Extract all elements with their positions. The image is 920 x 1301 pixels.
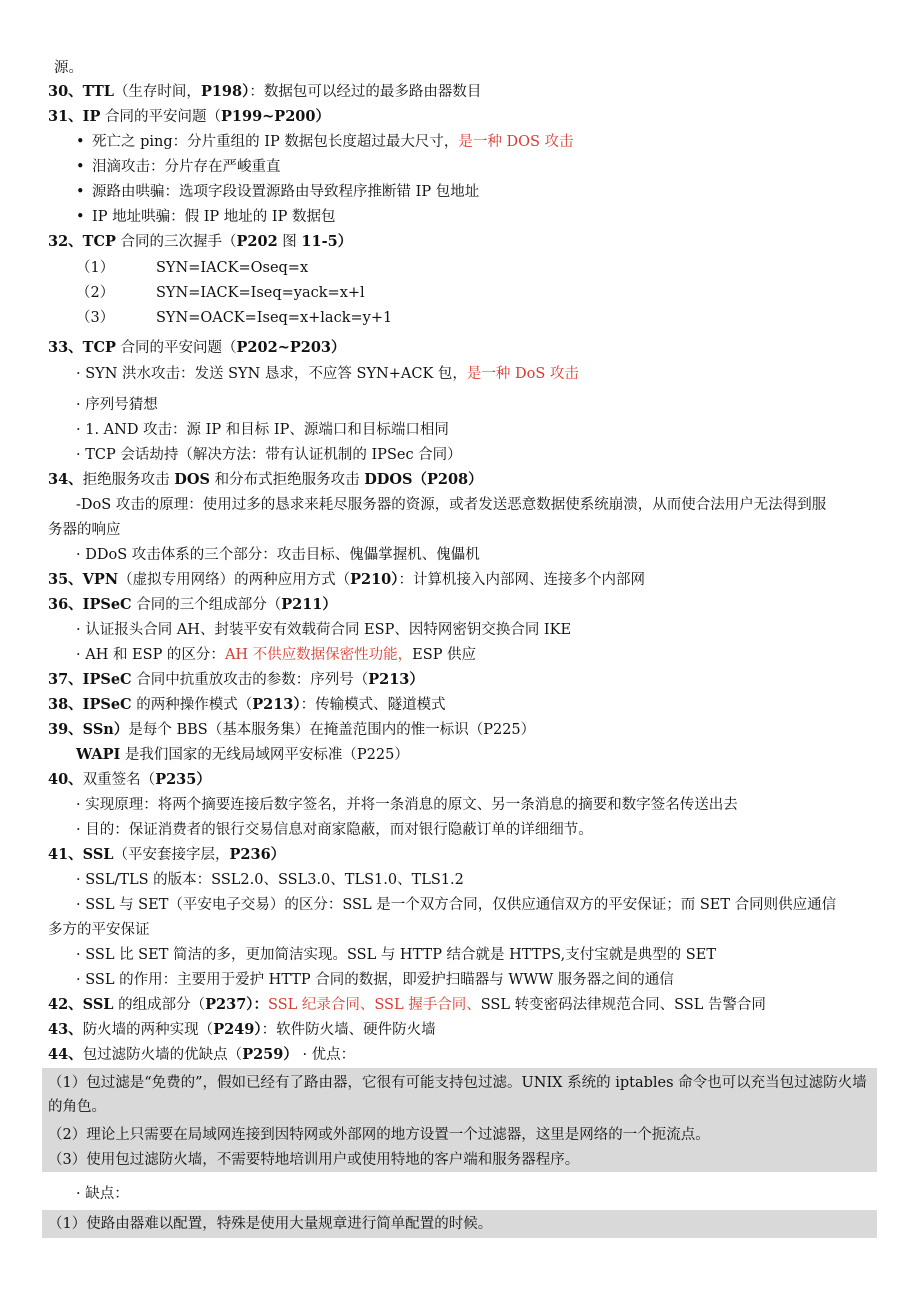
list-item: • 死亡之 ping：分片重组的 IP 数据包长度超过最大尺寸，是一种 DOS 攻击 xyxy=(76,134,574,150)
item-32: 32、TCP 合同的三次握手（P202 图 11-5） xyxy=(48,233,353,250)
list-item: · 1. AND 攻击：源 IP 和目标 IP、源端口和目标端口相同 xyxy=(76,422,449,438)
list-item: · SSL 的作用：主要用于爱护 HTTP 合同的数据，即爱护扫瞄器与 WWW 服务器之间的通信 xyxy=(76,972,674,988)
list-item: · 序列号猜想 xyxy=(76,397,158,413)
list-item: • 源路由哄骗：选项字段设置源路由导致程序推断错 IP 包地址 xyxy=(76,184,480,200)
list-item: · AH 和 ESP 的区分：AH 不供应数据保密性功能，ESP 供应 xyxy=(76,647,477,663)
text-line: 源。 xyxy=(54,60,83,76)
advantage-2: （2）理论上只需要在局域网连接到因特网或外部网的地方设置一个过滤器，这里是网络的一个扼流点。 xyxy=(48,1127,710,1143)
item-38: 38、IPSeC 的两种操作模式（P213）：传输模式、隧道模式 xyxy=(48,696,446,713)
handshake-step-1-text: SYN=IACK=Oseq=x xyxy=(156,260,309,276)
advantage-3: （3）使用包过滤防火墙，不需要特地培训用户或使用特地的客户端和服务器程序。 xyxy=(48,1152,580,1168)
item-30: 30、TTL（生存时间，P198）：数据包可以经过的最多路由器数目 xyxy=(48,83,482,100)
list-item: · 缺点： xyxy=(76,1186,129,1202)
item-37: 37、IPSeC 合同中抗重放攻击的参数：序列号（P213） xyxy=(48,671,424,688)
list-item: · 认证报头合同 AH、封装平安有效载荷合同 ESP、因特网密钥交换合同 IKE xyxy=(76,622,572,638)
text-line: -DoS 攻击的原理：使用过多的恳求来耗尽服务器的资源，或者发送恶意数据使系统崩溃，从而使合法用户无法得到服 xyxy=(76,497,827,513)
item-44: 44、包过滤防火墙的优缺点（P259） · 优点： xyxy=(48,1046,356,1063)
text-line: 务器的响应 xyxy=(48,522,121,538)
bullet-icon: • xyxy=(76,159,85,175)
item-31: 31、IP 合同的平安问题（P199~P200） xyxy=(48,108,330,125)
advantage-1: （1）包过滤是“免费的”，假如已经有了路由器，它很有可能支持包过滤。UNIX 系统的 iptables 命令也可以充当包过滤防火墙的角色。 xyxy=(48,1075,867,1115)
list-item: • IP 地址哄骗：假 IP 地址的 IP 数据包 xyxy=(76,209,336,225)
list-item: • 泪滴攻击：分片存在严峻重直 xyxy=(76,159,281,175)
list-item: · 实现原理：将两个摘要连接后数字签名，并将一条消息的原文、另一条消息的摘要和数字签名传送出去 xyxy=(76,797,738,813)
item-40: 40、双重签名（P235） xyxy=(48,771,211,788)
list-item: · SSL/TLS 的版本：SSL2.0、SSL3.0、TLS1.0、TLS1.2 xyxy=(76,872,464,888)
handshake-step-2: （2） xyxy=(76,285,115,301)
list-item: · SSL 与 SET（平安电子交易）的区分：SSL 是一个双方合同，仅供应通信双方的平安保证；而 SET 合同则供应通信 xyxy=(76,897,837,913)
item-39: 39、SSn）是每个 BBS（基本服务集）在掩盖范围内的惟一标识（P225） xyxy=(48,721,536,738)
item-33: 33、TCP 合同的平安问题（P202~P203） xyxy=(48,339,346,356)
item-36: 36、IPSeC 合同的三个组成部分（P211） xyxy=(48,596,337,613)
handshake-step-2-text: SYN=IACK=Iseq=yack=x+l xyxy=(156,285,365,301)
list-item: · DDoS 攻击体系的三个部分：攻击目标、傀儡掌握机、傀儡机 xyxy=(76,547,480,563)
text-line: WAPI 是我们国家的无线局域网平安标准（P225） xyxy=(76,746,409,763)
handshake-step-3-text: SYN=OACK=Iseq=x+lack=y+1 xyxy=(156,310,393,326)
bullet-icon: • xyxy=(76,184,85,200)
list-item: · TCP 会话劫持（解决方法：带有认证机制的 IPSec 合同） xyxy=(76,447,462,463)
list-item: · SSL 比 SET 简洁的多，更加简洁实现。SSL 与 HTTP 结合就是 HTTPS,支付宝就是典型的 SET xyxy=(76,947,717,963)
bullet-icon: • xyxy=(76,134,85,150)
disadvantage-1: （1）使路由器难以配置，特殊是使用大量规章进行简单配置的时候。 xyxy=(48,1216,493,1232)
handshake-step-1: （1） xyxy=(76,260,115,276)
item-35: 35、VPN（虚拟专用网络）的两种应用方式（P210）：计算机接入内部网、连接多个内部网 xyxy=(48,571,646,588)
item-41: 41、SSL（平安套接字层，P236） xyxy=(48,846,286,863)
text-line: 多方的平安保证 xyxy=(48,922,150,938)
item-42: 42、SSL 的组成部分（P237）：SSL 纪录合同、SSL 握手合同、SSL 转变密码法律规范合同、SSL 告警合同 xyxy=(48,996,766,1013)
list-item: · SYN 洪水攻击：发送 SYN 恳求，不应答 SYN+ACK 包，是一种 DoS 攻击 xyxy=(76,366,579,382)
bullet-icon: • xyxy=(76,209,85,225)
list-item: · 目的：保证消费者的银行交易信息对商家隐蔽，而对银行隐蔽订单的详细细节。 xyxy=(76,822,593,838)
item-34: 34、拒绝服务攻击 DOS 和分布式拒绝服务攻击 DDOS（P208） xyxy=(48,471,483,488)
handshake-step-3: （3） xyxy=(76,310,115,326)
item-43: 43、防火墙的两种实现（P249）：软件防火墙、硬件防火墙 xyxy=(48,1021,436,1038)
